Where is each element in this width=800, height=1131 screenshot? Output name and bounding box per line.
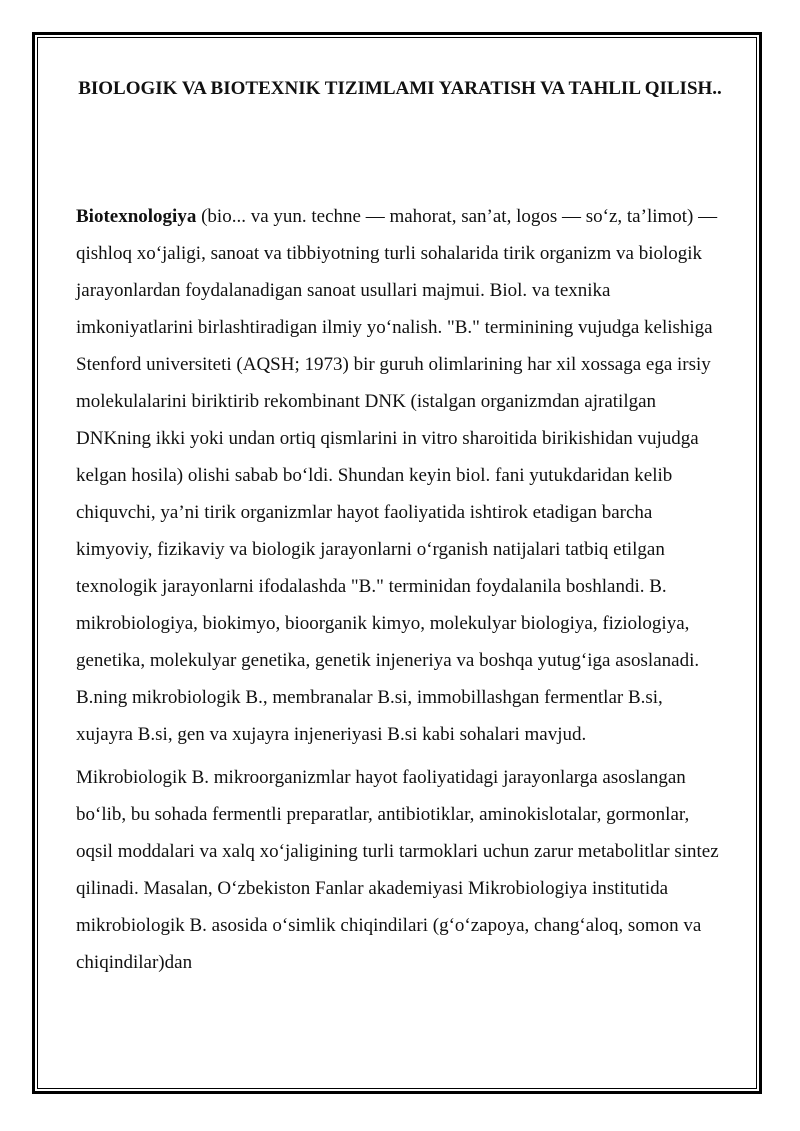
defined-term: Biotexnologiya [76, 206, 197, 227]
document-body [76, 198, 724, 987]
paragraph-text: (bio... va yun. techne — mahorat, san’at, logos — so‘z, ta’limot) — qishloq xo‘jaligi, sanoat va tibbiyotning turli sohalarida tirik organizm va biologik jarayonlardan foydalanadigan sanoat usullari majmui. Biol. va texnika imkoniyatlarini birlashtiradigan ilmiy yo‘nalish. "B." terminining vujudga kelishiga Stenford universiteti (AQSH; 1973) bir guruh olimlarining har xil xossaga ega irsiy molekulalarini biriktirib rekombinant DNK (istalgan organizmdan ajratilgan DNKning ikki yoki undan ortiq qismlarini in vitro sharoitida birikishidan vujudga kelgan hosila) olishi sabab bo‘ldi. Shundan keyin biol. fani yutukdaridan kelib chiquvchi, ya’ni tirik organizmlar hayot faoliyatida ishtirok etadigan barcha kimyoviy, fizikaviy va biologik jarayonlarni o‘rganish natijalari tatbiq etilgan texnologik jarayonlarni ifodalashda "B." terminidan foydalanila boshlandi. B. mikrobiologiya, biokimyo, bioorganik kimyo, molekulyar biologiya, fiziologiya, genetika, molekulyar genetika, genetik injeneriya va boshqa yutug‘iga asoslanadi. B.ning mikrobiologik B., membranalar B.si, immobillashgan fermentlar B.si, xujayra B.si, gen va xujayra injeneriyasi B.si kabi sohalari mavjud. [76, 206, 718, 745]
paragraph-biotechnology-definition [76, 198, 724, 753]
paragraph-microbiological-biotechnology: Mikrobiologik B. mikroorganizmlar hayot faoliyatidagi jarayonlarga asoslangan bo‘lib, bu sohada fermentli preparatlar, antibiotiklar, aminokislotalar, gormonlar, oqsil moddalari va xalq xo‘jaligining turli tarmoklari uchun zarur metabolitlar sintez qilinadi. Masalan, O‘zbekiston Fanlar akademiyasi Mikrobiologiya institutida mikrobiologik B. asosida o‘simlik chiqindilari (g‘o‘zapoya, chang‘aloq, somon va chiqindilar)dan [76, 767, 719, 973]
document-title: BIOLOGIK VA BIOTEXNIK TIZIMLAMI YARATISH VA TAHLIL QILISH.. [78, 78, 722, 99]
